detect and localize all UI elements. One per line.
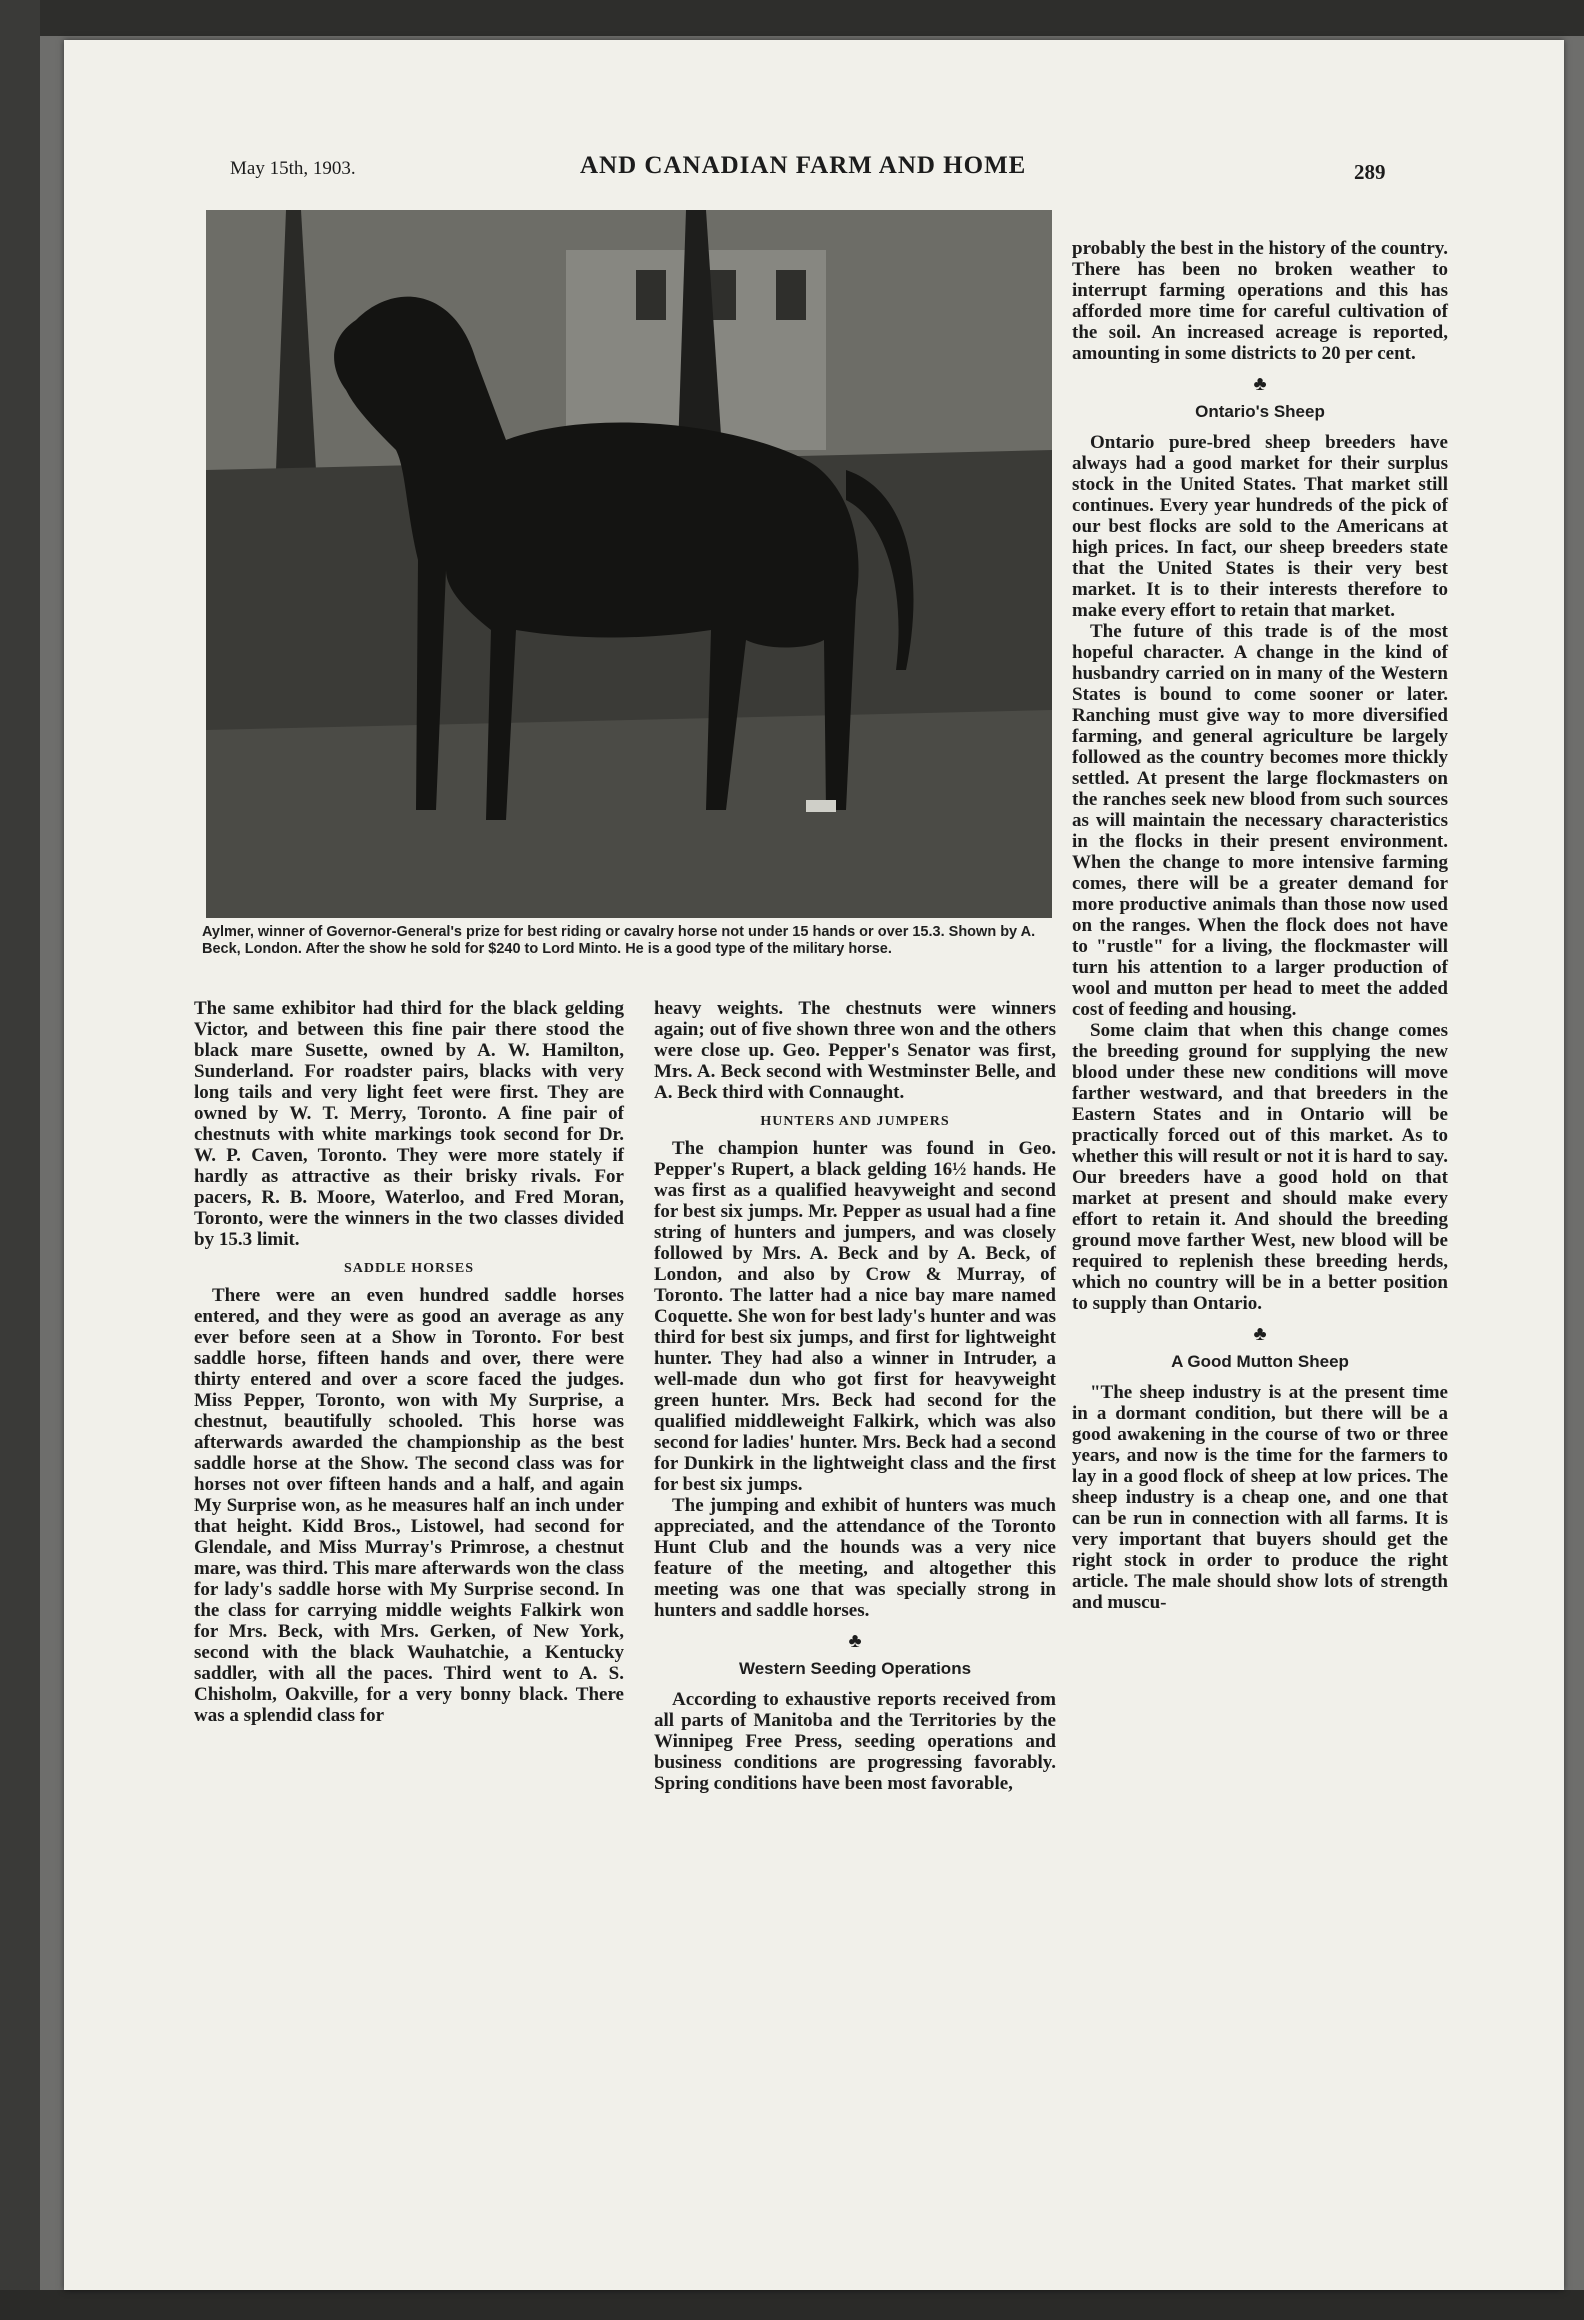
publication-title: AND CANADIAN FARM AND HOME	[580, 152, 1027, 179]
horse-photo	[206, 210, 1052, 918]
page-header	[64, 152, 1564, 192]
article-column-1	[194, 998, 624, 1726]
newspaper-page	[64, 40, 1564, 2290]
scan-border-bottom	[0, 2290, 1584, 2320]
paragraph: The same exhibitor had third for the black gelding Victor, and between this fine pair there stood the black mare Susette, owned by A. W. Hamilton, Sunderland. For roadster pairs, blacks with very long tails and very light feet were first. They are owned by W. T. Merry, Toronto. A fine pair of chestnuts with white markings took second for Dr. W. P. Caven, Toronto. They were more stately if hardly as attractive as their brisky rivals. For pacers, R. B. Moore, Waterloo, and Fred Moran, Toronto, were the winners in the two classes divided by 15.3 limit.	[194, 998, 624, 1250]
paragraph: Ontario pure-bred sheep breeders have always had a good market for their surplus stock in the United States. That market still continues. Every year hundreds of the pick of our best flocks are sold to the Americans at high prices. In fact, our sheep breeders state that the United States is their very best market. It is to their interests therefore to make every effort to retain that market.	[1072, 432, 1448, 621]
horse-photo-illustration	[206, 210, 1052, 918]
article-column-3	[1072, 238, 1448, 1613]
subheading-hunters-and-jumpers: HUNTERS AND JUMPERS	[760, 1114, 950, 1129]
headline-ontarios-sheep: Ontario's Sheep	[1195, 402, 1325, 421]
paragraph: heavy weights. The chestnuts were winners again; out of five shown three won and the others were close up. Geo. Pepper's Senator was first, Mrs. A. Beck second with Westminster Belle, and A. Beck third with Connaught.	[654, 998, 1056, 1103]
headline-western-seeding: Western Seeding Operations	[738, 1659, 972, 1678]
scan-border-left	[0, 0, 40, 2320]
paragraph: Some claim that when this change comes the breeding ground for supplying the new blood under these new conditions will move farther westward, and that breeders in the Eastern States and in Ontario will be practically forced out of this market. As to whether this will result or not it is hard to say. Our breeders have a good hold on that market at present and should make every effort to retain it. And should the breeding ground move farther West, new blood will be required to replenish these breeding herds, which no country will be in a better position to supply than Ontario.	[1072, 1020, 1448, 1314]
scan-border-top	[0, 0, 1584, 36]
article-column-2	[654, 998, 1056, 1794]
ornament-icon: ♣	[1253, 373, 1267, 395]
headline-good-mutton-sheep: A Good Mutton Sheep	[1171, 1352, 1349, 1371]
ornament-icon: ♣	[1253, 1323, 1267, 1345]
paragraph: The champion hunter was found in Geo. Pepper's Rupert, a black gelding 16½ hands. He was first as a qualified heavyweight and second for best six jumps. Mr. Pepper as usual had a fine string of hunters and jumpers, and was closely followed by Mrs. A. Beck and by A. Beck, of London, and also by Crow & Murray, of Toronto. The latter had a nice bay mare named Coquette. She won for best lady's hunter and was third for best six jumps, and first for lightweight hunter. They had also a winner in Intruder, a well-made dun who got first for heavyweight green hunter. Mrs. Beck had second for the qualified middleweight Falkirk, which was also second for ladies' hunter. Mrs. Beck had a second for Dunkirk in the lightweight class and the first for best six jumps.	[654, 1138, 1056, 1495]
paragraph: The future of this trade is of the most hopeful character. A change in the kind of husbandry carried on in many of the Western States is bound to come sooner or later. Ranching must give way to more diversified farming, and general agriculture be largely followed as the country becomes more thickly settled. At present the large flockmasters on the ranches seek new blood from such sources as will maintain the necessary characteristics in the flocks in their present environment. When the change to more intensive farming comes, there will be a greater demand for more productive animals than those now used on the ranges. When the flock does not have to "rustle" for a living, the flockmaster will turn his attention to a larger production of wool and mutton per head to meet the added cost of feeding and housing.	[1072, 621, 1448, 1020]
paragraph: "The sheep industry is at the present time in a dormant condition, but there will be a good awakening in the course of two or three years, and now is the time for the farmers to lay in a good flock of sheep at low prices. The sheep industry is a cheap one, and one that can be run in connection with all farms. It is very important that buyers should get the right stock in order to produce the right article. The male should show lots of strength and muscu-	[1072, 1382, 1448, 1613]
paragraph: The jumping and exhibit of hunters was much appreciated, and the attendance of the Toronto Hunt Club and the hounds was a very nice feature of the meeting, and altogether this meeting was one that was specially strong in hunters and saddle horses.	[654, 1495, 1056, 1621]
issue-date: May 15th, 1903.	[230, 158, 356, 179]
paragraph: There were an even hundred saddle horses entered, and they were as good an average as any ever before seen at a Show in Toronto. For best saddle horse, fifteen hands and over, there were thirty entered and over a score faced the judges. Miss Pepper, Toronto, won with My Surprise, a chestnut, beautifully schooled. This horse was afterwards awarded the championship as the best saddle horse at the Show. The second class was for horses not over fifteen hands and a half, and again My Surprise won, as he measures half an inch under that height. Kidd Bros., Listowel, had second for Glendale, and Miss Murray's Primrose, a chestnut mare, was third. This mare afterwards won the class for lady's saddle horse with My Surprise second. In the class for carrying middle weights Falkirk won for Mrs. Beck, with Mrs. Gerken, of New York, second with the black Wauhatchie, a Kentucky saddler, with all the paces. Third went to A. S. Chisholm, Oakville, for a very bonny black. There was a splendid class for	[194, 1285, 624, 1726]
ornament-icon: ♣	[848, 1630, 862, 1652]
subheading-saddle-horses: SADDLE HORSES	[343, 1261, 475, 1276]
paragraph: According to exhaustive reports received from all parts of Manitoba and the Territories by the Winnipeg Free Press, seeding operations and business conditions are progressing favorably. Spring conditions have been most favorable,	[654, 1689, 1056, 1794]
page-number: 289	[1354, 160, 1386, 184]
paragraph: probably the best in the history of the country. There has been no broken weather to interrupt farming operations and this has afforded more time for careful cultivation of the soil. An increased acreage is reported, amounting in some districts to 20 per cent.	[1072, 238, 1448, 364]
photo-caption: Aylmer, winner of Governor-General's prize for best riding or cavalry horse not under 15 hands or over 15.3. Shown by A. Beck, London. After the show he sold for $240 to Lord Minto. He is a good type of the military horse.	[202, 924, 1036, 957]
